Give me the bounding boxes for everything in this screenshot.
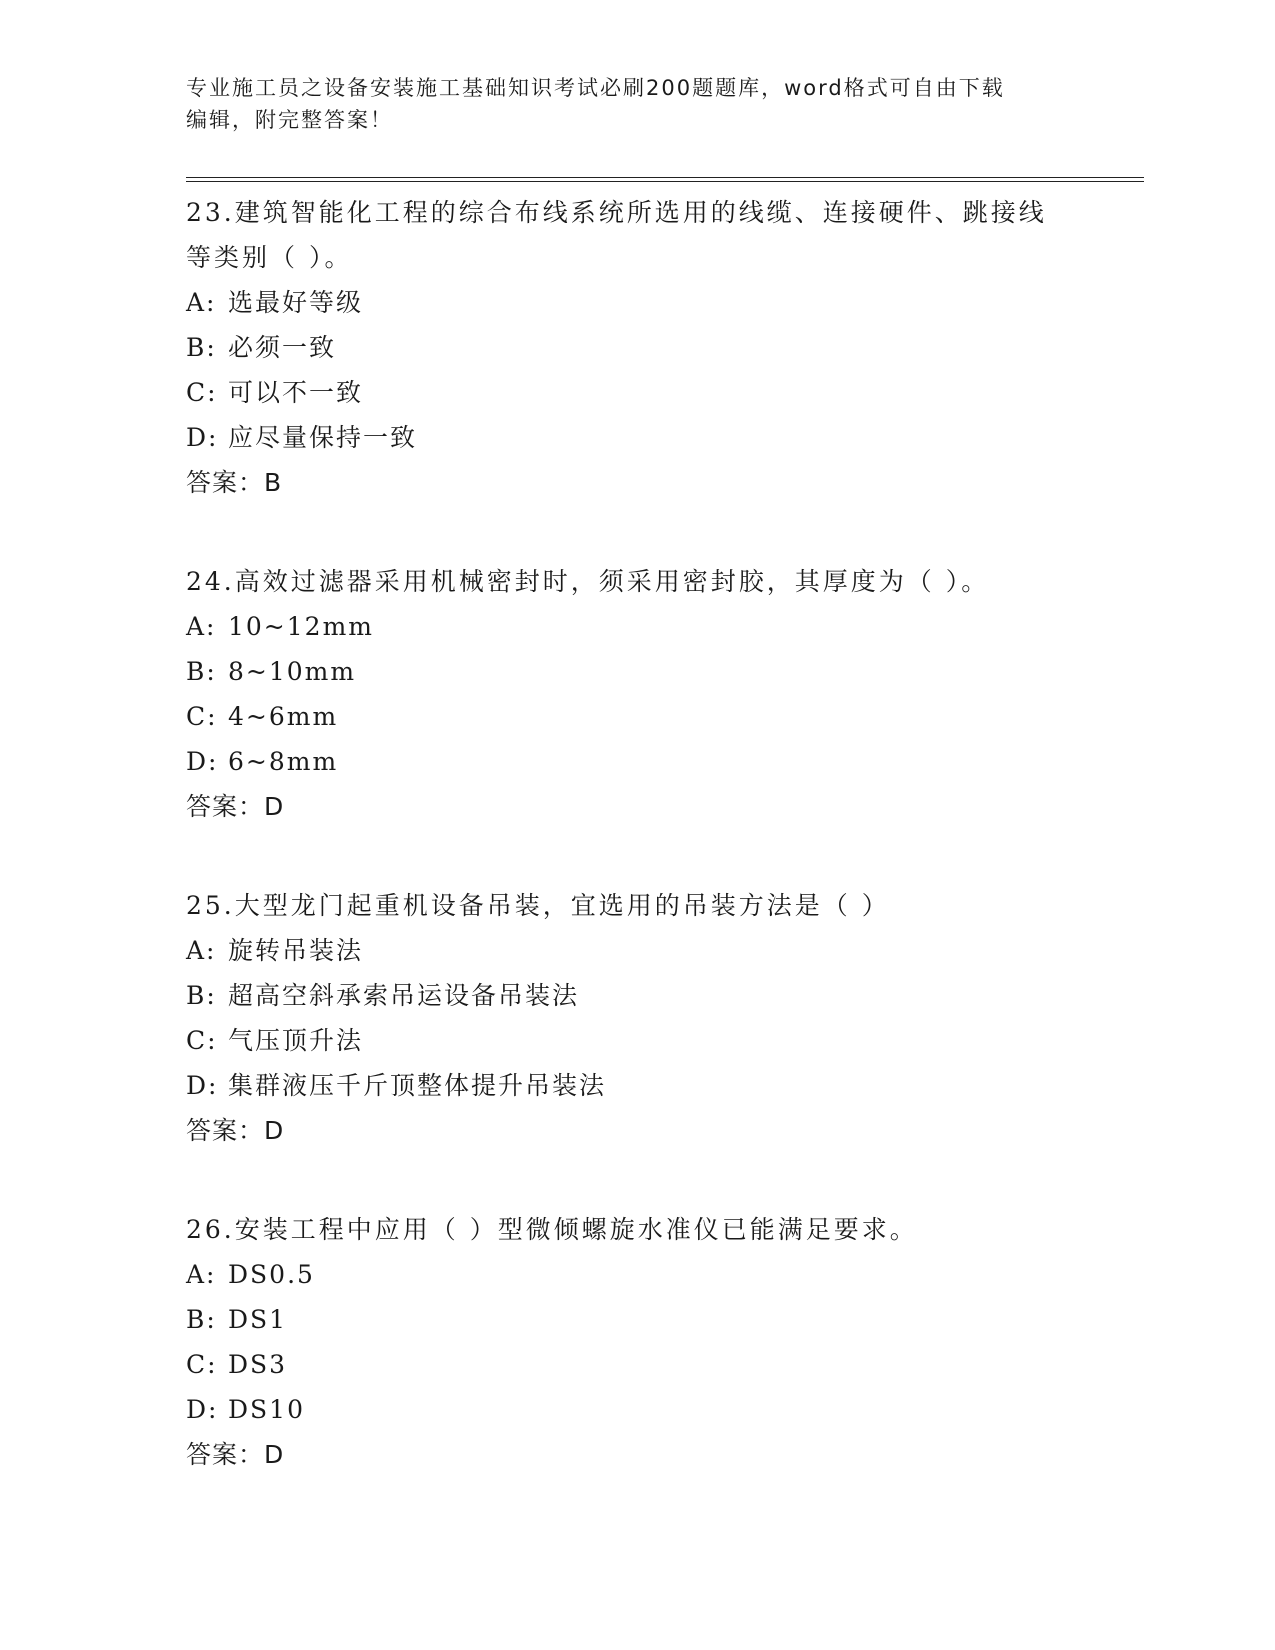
header-double-rule — [186, 177, 1144, 182]
option-key: D: — [186, 1395, 219, 1424]
answer-line: 答案：D — [186, 1440, 285, 1469]
option-a — [186, 1252, 1086, 1297]
option-text: 4~6mm — [228, 702, 339, 731]
option-key: A: — [186, 1260, 217, 1289]
option-text: 选最好等级 — [228, 288, 364, 317]
option-text: 超高空斜承索吊运设备吊装法 — [228, 981, 580, 1010]
document-header — [186, 72, 1066, 136]
option-d — [186, 415, 1086, 460]
option-text: 气压顶升法 — [228, 1026, 364, 1055]
option-text: 旋转吊装法 — [228, 936, 364, 965]
option-key: B: — [186, 981, 217, 1010]
option-key: A: — [186, 288, 217, 317]
option-text: 必须一致 — [228, 333, 337, 362]
option-key: C: — [186, 378, 218, 407]
question-stem: 25.大型龙门起重机设备吊装，宜选用的吊装方法是（ ） — [186, 891, 890, 920]
option-c — [186, 1342, 1086, 1387]
option-key: A: — [186, 612, 217, 641]
option-d — [186, 739, 1086, 784]
option-key: C: — [186, 1350, 218, 1379]
question-stem-continued: 等类别（ ）。 — [186, 243, 353, 272]
option-key: C: — [186, 1026, 218, 1055]
option-text: 6~8mm — [228, 747, 339, 776]
question-25 — [186, 883, 1086, 1153]
option-text: 集群液压千斤顶整体提升吊装法 — [228, 1071, 607, 1100]
question-stem: 26.安装工程中应用（ ）型微倾螺旋水准仪已能满足要求。 — [186, 1215, 918, 1244]
option-a — [186, 928, 1086, 973]
answer-line: 答案：B — [186, 468, 283, 497]
option-c — [186, 370, 1086, 415]
question-stem: 24.高效过滤器采用机械密封时，须采用密封胶，其厚度为（ ）。 — [186, 567, 990, 596]
option-text: DS3 — [228, 1350, 288, 1379]
option-text: 8~10mm — [228, 657, 357, 686]
answer-line: 答案：D — [186, 792, 285, 821]
header-line-1: 专业施工员之设备安装施工基础知识考试必刷200题题库，word格式可自由下载 — [186, 76, 1005, 100]
option-text: DS0.5 — [228, 1260, 315, 1289]
option-key: D: — [186, 423, 219, 452]
question-list — [186, 190, 1086, 1531]
option-key: C: — [186, 702, 218, 731]
option-c — [186, 1018, 1086, 1063]
option-key: D: — [186, 747, 219, 776]
option-b — [186, 973, 1086, 1018]
question-24 — [186, 559, 1086, 829]
option-b — [186, 649, 1086, 694]
option-d — [186, 1063, 1086, 1108]
answer-line: 答案：D — [186, 1116, 285, 1145]
option-text: 10~12mm — [228, 612, 374, 641]
option-text: 应尽量保持一致 — [228, 423, 418, 452]
option-a — [186, 604, 1086, 649]
question-23 — [186, 190, 1086, 505]
option-text: DS10 — [228, 1395, 305, 1424]
option-text: 可以不一致 — [228, 378, 364, 407]
option-b — [186, 325, 1086, 370]
option-b — [186, 1297, 1086, 1342]
option-key: A: — [186, 936, 217, 965]
question-26 — [186, 1207, 1086, 1477]
option-key: D: — [186, 1071, 219, 1100]
option-key: B: — [186, 333, 217, 362]
option-a — [186, 280, 1086, 325]
option-d — [186, 1387, 1086, 1432]
option-text: DS1 — [228, 1305, 288, 1334]
header-line-2: 编辑，附完整答案！ — [186, 108, 393, 132]
option-key: B: — [186, 1305, 217, 1334]
option-key: B: — [186, 657, 217, 686]
option-c — [186, 694, 1086, 739]
question-stem: 23.建筑智能化工程的综合布线系统所选用的线缆、连接硬件、跳接线 — [186, 198, 1047, 227]
